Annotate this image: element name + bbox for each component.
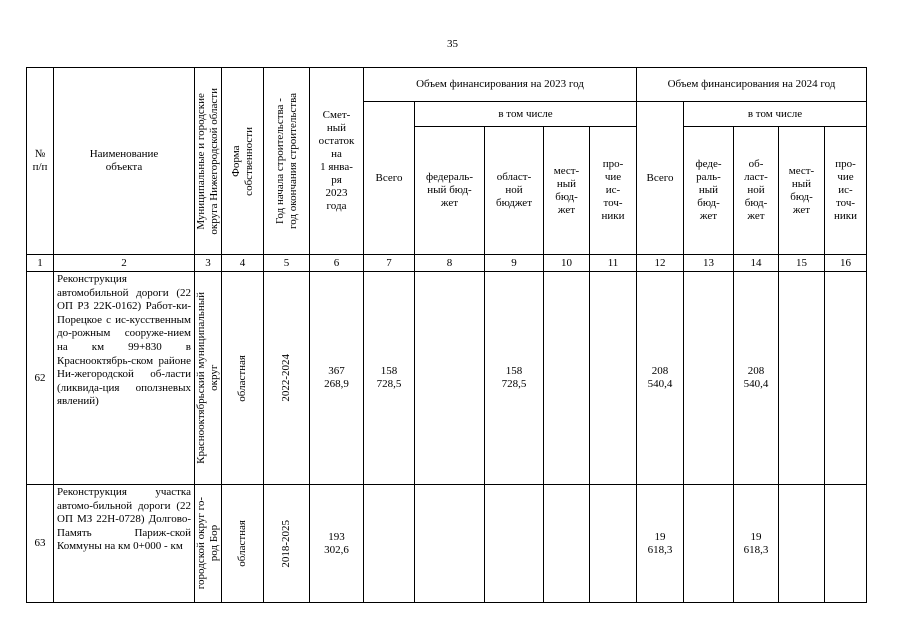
column-number: 2 — [54, 255, 195, 272]
ownership-cell — [222, 485, 264, 603]
municipality-text: Краснооктябрьский муниципальный округ — [195, 292, 220, 464]
header-remainder: Смет- ный остаток на 1 янва- ря 2023 года — [310, 68, 364, 255]
column-number: 13 — [684, 255, 734, 272]
municipality-text: городской округ го- род Бор — [195, 497, 220, 590]
column-number: 5 — [264, 255, 310, 272]
financing-table — [26, 67, 867, 603]
regional-2024-value: 19 618,3 — [734, 485, 779, 603]
column-number: 7 — [364, 255, 415, 272]
other-2024-value — [825, 485, 867, 603]
regional-2023-value — [485, 485, 544, 603]
municipality-cell — [195, 485, 222, 603]
federal-2023-value — [415, 272, 485, 485]
local-2023-value — [544, 272, 590, 485]
column-number: 4 — [222, 255, 264, 272]
header-local-2024: мест- ный бюд- жет — [779, 127, 825, 255]
header-including-2024: в том числе — [684, 102, 867, 127]
header-regional-2023: област- ной бюджет — [485, 127, 544, 255]
local-2024-value — [779, 272, 825, 485]
header-years-text: Год начала строительства - год окончания строительства — [273, 93, 299, 229]
column-number: 15 — [779, 255, 825, 272]
column-number: 1 — [27, 255, 54, 272]
regional-2023-value: 158 728,5 — [485, 272, 544, 485]
column-number: 10 — [544, 255, 590, 272]
federal-2023-value — [415, 485, 485, 603]
years-cell — [264, 485, 310, 603]
other-2023-value — [590, 272, 637, 485]
header-total-2024: Всего — [637, 102, 684, 255]
row-num: 63 — [27, 485, 54, 603]
local-2023-value — [544, 485, 590, 603]
years-text: 2022-2024 — [280, 354, 292, 402]
header-other-2024: про- чие ис- точ- ники — [825, 127, 867, 255]
header-ownership-text: Форма собственности — [229, 126, 255, 196]
federal-2024-value — [684, 272, 734, 485]
other-2023-value — [590, 485, 637, 603]
header-including-2023: в том числе — [415, 102, 637, 127]
column-number: 6 — [310, 255, 364, 272]
object-name: Реконструкция участка автомо-бильной дороги (22 ОП МЗ 22Н-0728) Долгово-Память Париж-ской Коммуны на км 0+000 - км — [54, 485, 195, 603]
header-ownership — [222, 68, 264, 255]
remainder-value: 367 268,9 — [310, 272, 364, 485]
header-federal-2024: феде- раль- ный бюд- жет — [684, 127, 734, 255]
total-2023-value — [364, 485, 415, 603]
column-number: 8 — [415, 255, 485, 272]
header-fin-2023: Объем финансирования на 2023 год — [364, 68, 637, 102]
column-number: 12 — [637, 255, 684, 272]
column-number: 14 — [734, 255, 779, 272]
other-2024-value — [825, 272, 867, 485]
remainder-value: 193 302,6 — [310, 485, 364, 603]
years-text: 2018-2025 — [280, 519, 292, 568]
ownership-text: областная — [236, 520, 248, 567]
column-number: 16 — [825, 255, 867, 272]
header-municipality-text: Муниципальные и городские округа Нижегородской области — [195, 87, 220, 235]
header-num: № п/п — [27, 68, 54, 255]
total-2023-value: 158 728,5 — [364, 272, 415, 485]
header-total-2023: Всего — [364, 102, 415, 255]
header-fin-2024: Объем финансирования на 2024 год — [637, 68, 867, 102]
local-2024-value — [779, 485, 825, 603]
column-number: 3 — [195, 255, 222, 272]
header-federal-2023: федераль- ный бюд- жет — [415, 127, 485, 255]
column-number: 11 — [590, 255, 637, 272]
table-row — [27, 272, 867, 485]
header-local-2023: мест- ный бюд- жет — [544, 127, 590, 255]
header-municipality — [195, 68, 222, 255]
total-2024-value: 208 540,4 — [637, 272, 684, 485]
municipality-cell — [195, 272, 222, 485]
column-number: 9 — [485, 255, 544, 272]
years-cell — [264, 272, 310, 485]
ownership-cell — [222, 272, 264, 485]
ownership-text: областная — [236, 354, 248, 402]
header-regional-2024: об- ласт- ной бюд- жет — [734, 127, 779, 255]
header-name: Наименование объекта — [54, 68, 195, 255]
table-row — [27, 485, 867, 603]
total-2024-value: 19 618,3 — [637, 485, 684, 603]
page-number: 35 — [447, 38, 458, 50]
federal-2024-value — [684, 485, 734, 603]
header-other-2023: про- чие ис- точ- ники — [590, 127, 637, 255]
column-number-row — [27, 255, 867, 272]
object-name: Реконструкция автомобильной дороги (22 ОП РЗ 22К-0162) Работ-ки-Порецкое с ис-кусственным до-рожным сооруже-нием на км 99+830 в Краснооктябрь-ском районе Ни-жегородской об-ласти (ликвида-ция оползневых явлений) — [54, 272, 195, 485]
row-num: 62 — [27, 272, 54, 485]
regional-2024-value: 208 540,4 — [734, 272, 779, 485]
header-years — [264, 68, 310, 255]
